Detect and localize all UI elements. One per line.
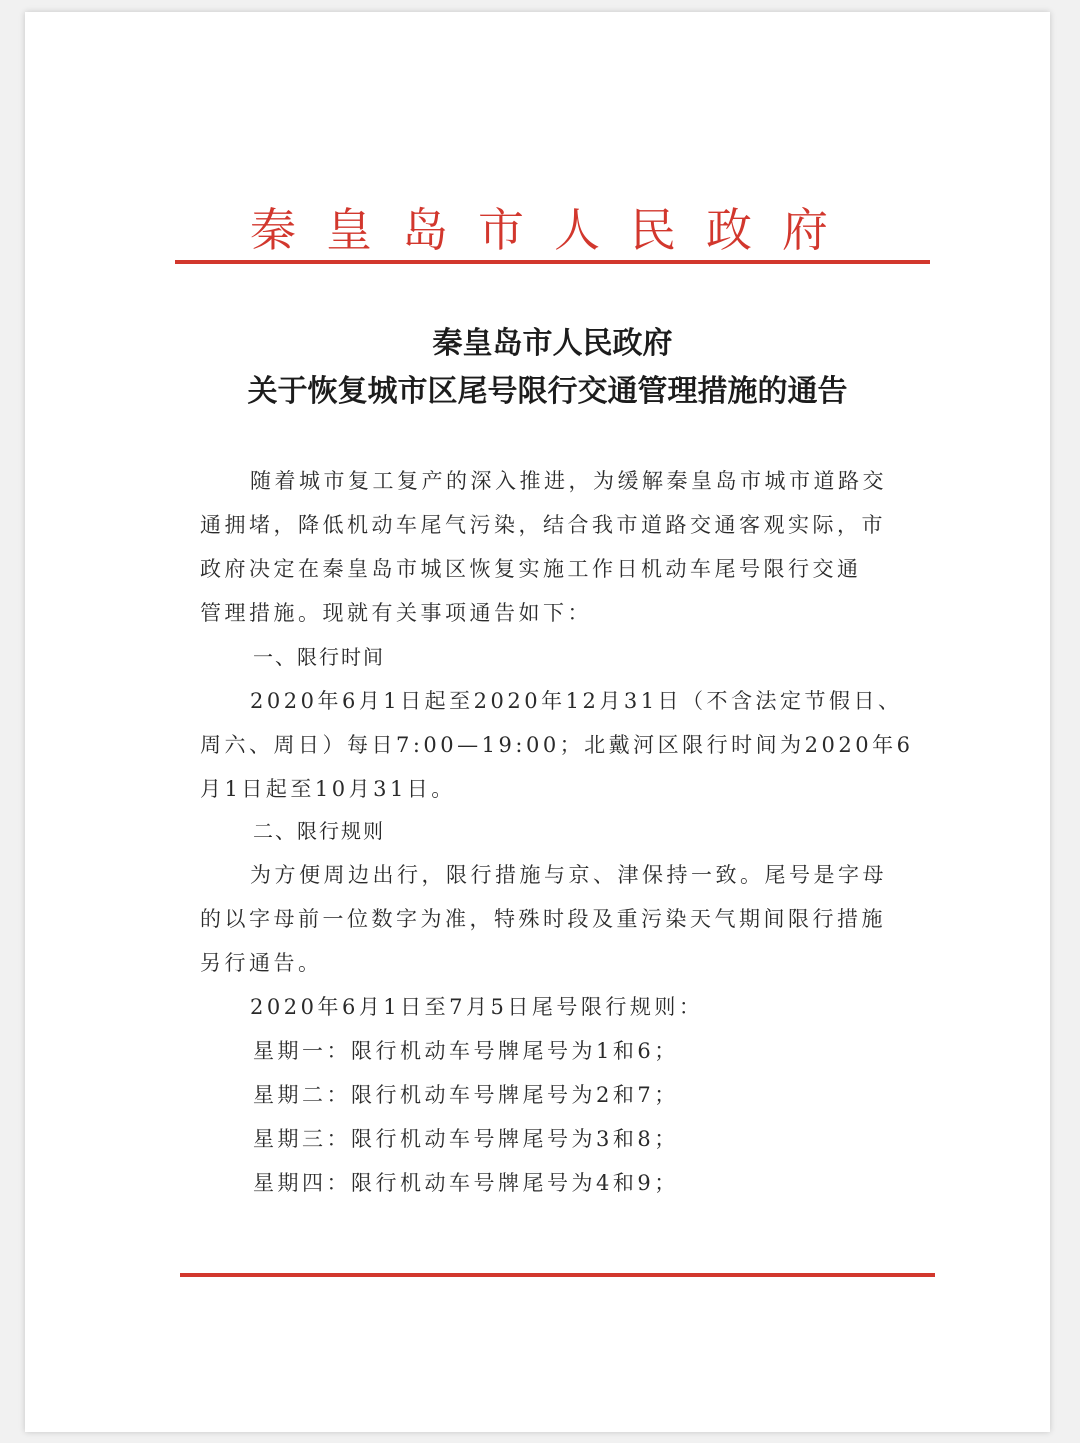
agency-header: 秦皇岛市人民政府 [250, 203, 858, 257]
rule-thursday: 星期四：限行机动车号牌尾号为4和9； [253, 1171, 679, 1195]
intro-line-3: 政府决定在秦皇岛市城区恢复实施工作日机动车尾号限行交通 [200, 557, 862, 581]
section1-line-3: 月1日起至10月31日。 [200, 777, 456, 801]
footer-red-rule [180, 1273, 935, 1277]
section2-line-1: 为方便周边出行，限行措施与京、津保持一致。尾号是字母 [250, 863, 887, 887]
section2-heading: 二、限行规则 [253, 819, 385, 843]
header-red-rule [175, 260, 930, 264]
intro-line-1: 随着城市复工复产的深入推进，为缓解秦皇岛市城市道路交 [250, 469, 887, 493]
rule-monday: 星期一：限行机动车号牌尾号为1和6； [253, 1039, 679, 1063]
rule-intro: 2020年6月1日至7月5日尾号限行规则： [250, 995, 704, 1019]
rule-tuesday: 星期二：限行机动车号牌尾号为2和7； [253, 1083, 679, 1107]
section2-line-3: 另行通告。 [200, 951, 323, 975]
rule-wednesday: 星期三：限行机动车号牌尾号为3和8； [253, 1127, 679, 1151]
section1-heading: 一、限行时间 [253, 645, 385, 669]
document-title-line1: 秦皇岛市人民政府 [432, 326, 673, 361]
section2-line-2: 的以字母前一位数字为准，特殊时段及重污染天气期间限行措施 [200, 907, 886, 931]
document-title-line2: 关于恢复城市区尾号限行交通管理措施的通告 [247, 374, 848, 409]
section1-line-1: 2020年6月1日起至2020年12月31日（不含法定节假日、 [250, 689, 903, 713]
intro-line-2: 通拥堵，降低机动车尾气污染，结合我市道路交通客观实际，市 [200, 513, 886, 537]
intro-line-4: 管理措施。现就有关事项通告如下： [200, 601, 592, 625]
document-page [25, 12, 1050, 1432]
section1-line-2: 周六、周日）每日7:00—19:00；北戴河区限行时间为2020年6 [200, 733, 914, 757]
